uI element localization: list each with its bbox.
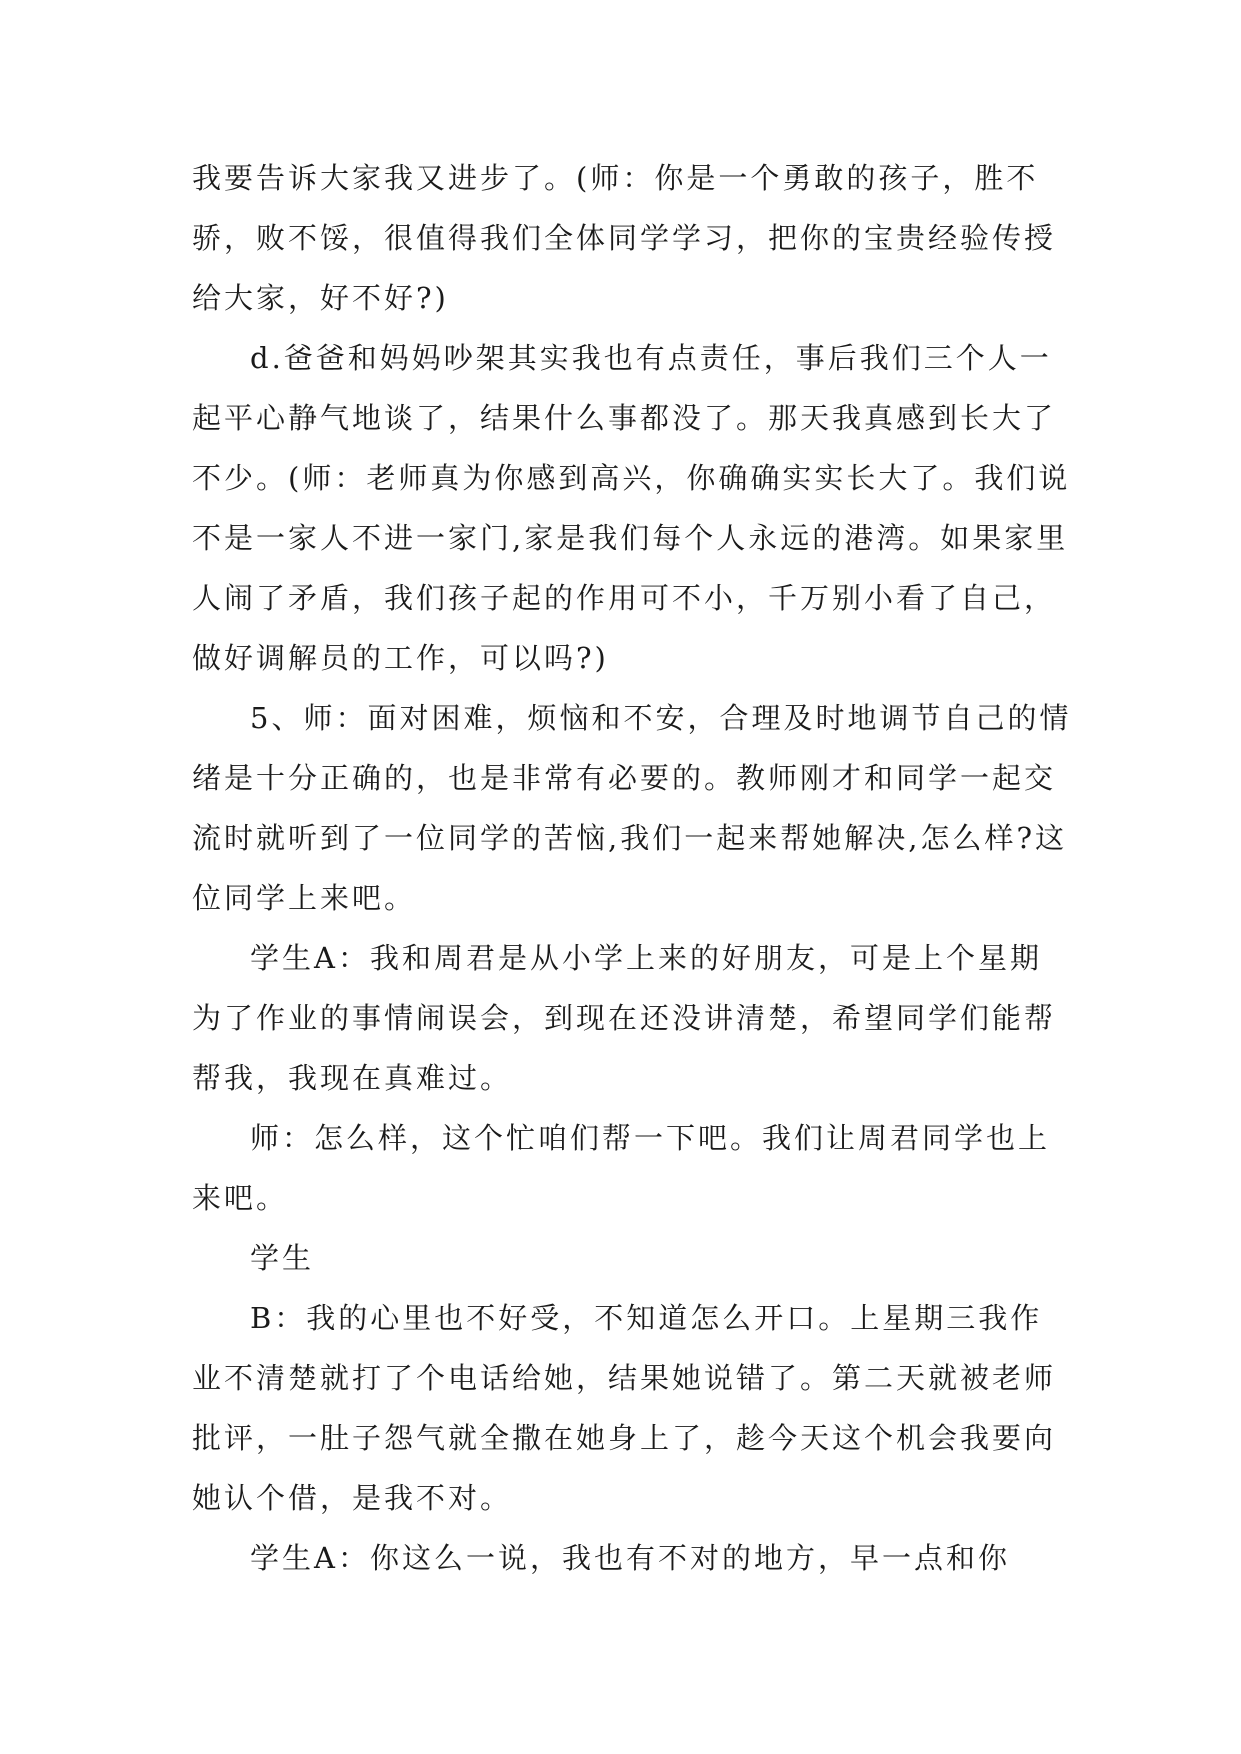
document-body <box>192 148 1072 1588</box>
paragraph-5: 5、师：面对困难，烦恼和不安，合理及时地调节自己的情绪是十分正确的，也是非常有必要的。教师刚才和同学一起交流时就听到了一位同学的苦恼,我们一起来帮她解决,怎么样?这位同学上来吧。 <box>192 701 1072 915</box>
paragraph-student-a-reply: 学生A：你这么一说，我也有不对的地方，早一点和你 <box>250 1541 1010 1575</box>
paragraph-student-b: B：我的心里也不好受，不知道怎么开口。上星期三我作业不清楚就打了个电话给她，结果她说错了。第二天就被老师批评，一肚子怨气就全撒在她身上了，趁今天这个机会我要向她认个借，是我不对。 <box>192 1301 1057 1515</box>
paragraph-continuation: 我要告诉大家我又进步了。(师：你是一个勇敢的孩子，胜不骄，败不馁，很值得我们全体同学学习，把你的宝贵经验传授给大家，好不好?) <box>192 161 1057 315</box>
paragraph-student-a: 学生A：我和周君是从小学上来的好朋友，可是上个星期为了作业的事情闹误会，到现在还没讲清楚，希望同学们能帮帮我，我现在真难过。 <box>192 941 1057 1095</box>
paragraph-student-label: 学生 <box>250 1241 315 1275</box>
paragraph-teacher: 师：怎么样，这个忙咱们帮一下吧。我们让周君同学也上来吧。 <box>192 1121 1051 1215</box>
paragraph-d: d.爸爸和妈妈吵架其实我也有点责任，事后我们三个人一起平心静气地谈了，结果什么事都没了。那天我真感到长大了不少。(师：老师真为你感到高兴，你确确实实长大了。我们说不是一家人不进一家门,家是我们每个人永远的港湾。如果家里人闹了矛盾，我们孩子起的作用可不小，千万别小看了自己，做好调解员的工作，可以吗?) <box>192 341 1071 675</box>
